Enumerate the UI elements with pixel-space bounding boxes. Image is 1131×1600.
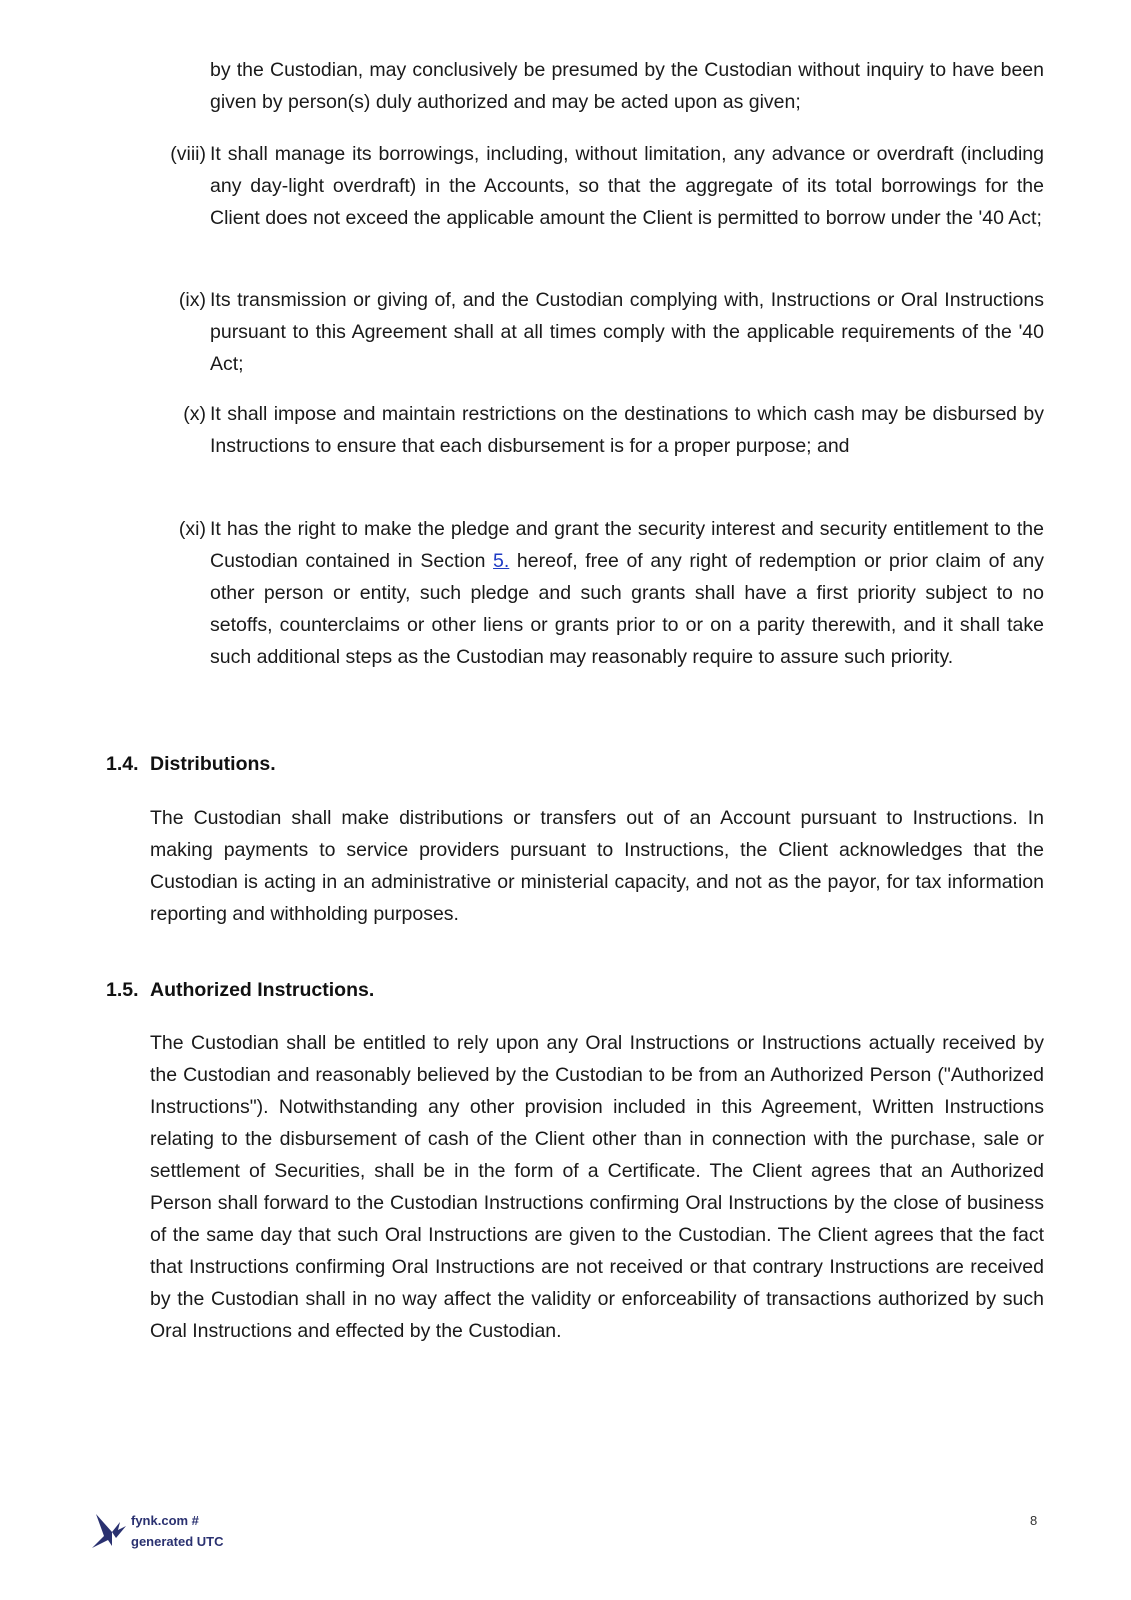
footer-domain[interactable]: fynk.com # (131, 1513, 199, 1528)
list-item-text: Its transmission or giving of, and the Custodian complying with, Instructions or Oral Instructions pursuant to this Agreement shall at all times comply with the applicable requirements of the '40 Act; (210, 289, 1044, 375)
section-body-distributions: The Custodian shall make distributions or transfers out of an Account pursuant to Instructions. In making payments to service providers pursuant to Instructions, the Client acknowledges that the Custodian is acting in an administrative or ministerial capacity, and not as the payor, for tax information reporting and withholding purposes. (150, 807, 1044, 925)
section-title: Distributions. (150, 753, 276, 775)
section-heading-distributions (106, 748, 276, 780)
section-body-authorized-instructions: The Custodian shall be entitled to rely upon any Oral Instructions or Instructions actually received by the Custodian and reasonably believed by the Custodian to be from an Authorized Person ("Authorized Instructions"). Notwithstanding any other provision included in this Agreement, Written Instructions relating to the disbursement of cash of the Client other than in connection with the purchase, sale or settlement of Securities, shall be in the form of a Certificate. The Client agrees that an Authorized Person shall forward to the Custodian Instructions confirming Oral Instructions by the close of business of the same day that such Oral Instructions are given to the Custodian. The Client agrees that the fact that Instructions confirming Oral Instructions are not received or that contrary Instructions are received by the Custodian shall in no way affect the validity or enforceability of transactions authorized by such Oral Instructions and effected by the Custodian. (150, 1032, 1044, 1342)
list-item-text: It shall manage its borrowings, including, without limitation, any advance or overdraft (including any day-light overdraft) in the Accounts, so that the aggregate of its total borrowings for the Client does not exceed the applicable amount the Client is permitted to borrow under the '40 Act; (210, 143, 1044, 229)
fynk-bird-logo-icon (90, 1512, 134, 1552)
list-item (150, 513, 1044, 705)
list-item (150, 138, 1044, 266)
footer-generated: generated UTC (131, 1534, 224, 1549)
section-heading-authorized-instructions (106, 974, 374, 1006)
list-item-number: (ix) (178, 289, 206, 311)
list-item-text-after: hereof, free of any right of redemption or prior claim of any other person or entity, such pledge and such grants shall have a first priority subject to no setoffs, counterclaims or other liens or grants prior to or on a parity therewith, and it shall take such additional steps as the Custodian may reasonably require to assure such priority. (210, 550, 1044, 668)
section-5-link[interactable]: 5. (493, 550, 510, 572)
list-item-text-before: It has the right to make the pledge and grant the security interest and security entitlement to the Custodian contained in Section (210, 518, 1044, 572)
section-number: 1.4. (106, 753, 139, 775)
list-item (150, 284, 1044, 380)
list-item-text (210, 513, 1044, 673)
list-item-text: It shall impose and maintain restrictions on the destinations to which cash may be disbursed by Instructions to ensure that each disbursement is for a proper purpose; and (210, 403, 1044, 457)
page-number: 8 (1030, 1513, 1038, 1528)
continuation-paragraph: by the Custodian, may conclusively be presumed by the Custodian without inquiry to have been given by person(s) duly authorized and may be acted upon as given; (210, 59, 1044, 113)
list-item (150, 398, 1044, 494)
section-number: 1.5. (106, 979, 139, 1001)
list-item-number: (viii) (170, 143, 206, 165)
footer-brand (131, 1510, 223, 1552)
list-item-number: (xi) (178, 518, 206, 540)
list-item-number: (x) (183, 403, 206, 425)
section-title: Authorized Instructions. (150, 979, 375, 1001)
